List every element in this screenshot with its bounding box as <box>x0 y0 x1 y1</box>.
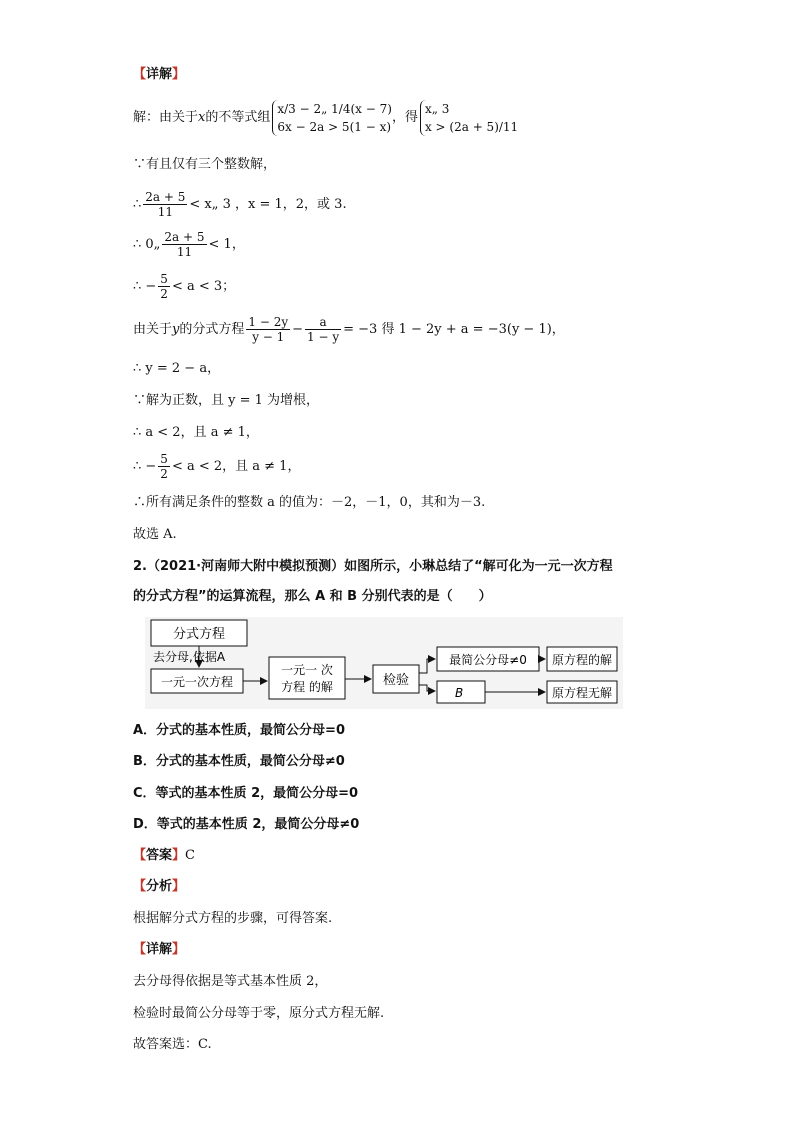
solution-line-12: 故选 A. <box>133 527 177 542</box>
solution-line-1: 解：由关于x的不等式组 x/3 − 2„ 1/4(x − 7) 6x − 2a > 5(1 − x) ，得 x„ 3 x > (2a + 5)/11 <box>133 101 519 134</box>
option-d[interactable]: D．等式的基本性质 2，最简公分母≠0 <box>133 817 360 832</box>
question-2-stem-line-1: 2.（2021·河南师大附中模拟预测）如图所示，小琳总结了“解可化为一元一次方程 <box>133 559 613 574</box>
flow-label-clear-denominator: 去分母,依据A <box>153 650 226 664</box>
option-a[interactable]: A．分式的基本性质，最简公分母=0 <box>133 723 345 738</box>
solution-system: x„ 3 x > (2a + 5)/11 <box>420 100 518 136</box>
flow-text-linear-solution-2: 方程 的解 <box>281 680 333 694</box>
option-c[interactable]: C．等式的基本性质 2，最简公分母=0 <box>133 786 359 801</box>
detail-text-1: 去分母得依据是等式基本性质 2， <box>133 974 328 989</box>
detail-text-2: 检验时最简公分母等于零，原分式方程无解. <box>133 1006 385 1021</box>
flow-text-original-solution: 原方程的解 <box>551 653 613 667</box>
flowchart <box>145 617 623 709</box>
solution-line-5: ∴ − $\frac{5}{2}$ < a < 3； <box>133 272 236 301</box>
inequality-system: x/3 − 2„ 1/4(x − 7) 6x − 2a > 5(1 − x) <box>272 100 392 136</box>
solution-line-4: ∴ 0„ $\frac{2a + 5}{11}$ < 1， <box>133 230 245 259</box>
solution-line-7: ∴ y = 2 − a， <box>133 361 221 376</box>
flow-text-b: B <box>455 686 464 700</box>
flow-text-denominator-nonzero: 最简公分母≠0 <box>449 653 527 667</box>
analysis-text: 根据解分式方程的步骤，可得答案. <box>133 911 333 926</box>
flow-text-fractional-equation: 分式方程 <box>172 627 226 642</box>
solution-line-11: ∴所有满足条件的整数 a 的值为：－2，－1，0，其和为－3. <box>133 495 486 510</box>
solution-line-8: ∵解为正数，且 y = 1 为增根， <box>133 393 320 408</box>
solution-line-6: 由关于y的分式方程 $\frac{1 - 2y}{y - 1}$ − $\frac{a}{1 - y}$ = −3 得 1 − 2y + a = −3(y − 1)， <box>133 315 565 344</box>
detail-text-3: 故答案选：C. <box>133 1037 212 1052</box>
answer-line: 【答案】C <box>133 848 195 863</box>
flow-text-check: 检验 <box>382 673 410 688</box>
solution-line-2: ∵有且仅有三个整数解， <box>133 157 277 172</box>
detail-heading-2: 【详解】 <box>133 942 186 957</box>
flow-text-linear-solution-1: 一元一 次 <box>281 663 333 677</box>
section-heading-detail: 【详解】 <box>133 67 186 82</box>
flow-text-linear-equation: 一元一次方程 <box>160 675 234 689</box>
solution-line-3: ∴ $\frac{2a + 5}{11}$ < x„ 3 ，x = 1，2，或 3. <box>133 190 347 219</box>
solution-line-9: ∴ a < 2，且 a ≠ 1， <box>133 425 259 440</box>
analysis-heading: 【分析】 <box>133 879 186 894</box>
question-2-stem-line-2: 的分式方程”的运算流程，那么 A 和 B 分别代表的是（ ） <box>133 589 492 604</box>
option-b[interactable]: B．分式的基本性质，最简公分母≠0 <box>133 754 345 769</box>
solution-line-10: ∴ − $\frac{5}{2}$ < a < 2，且 a ≠ 1， <box>133 452 301 481</box>
flow-text-no-solution: 原方程无解 <box>551 686 613 700</box>
